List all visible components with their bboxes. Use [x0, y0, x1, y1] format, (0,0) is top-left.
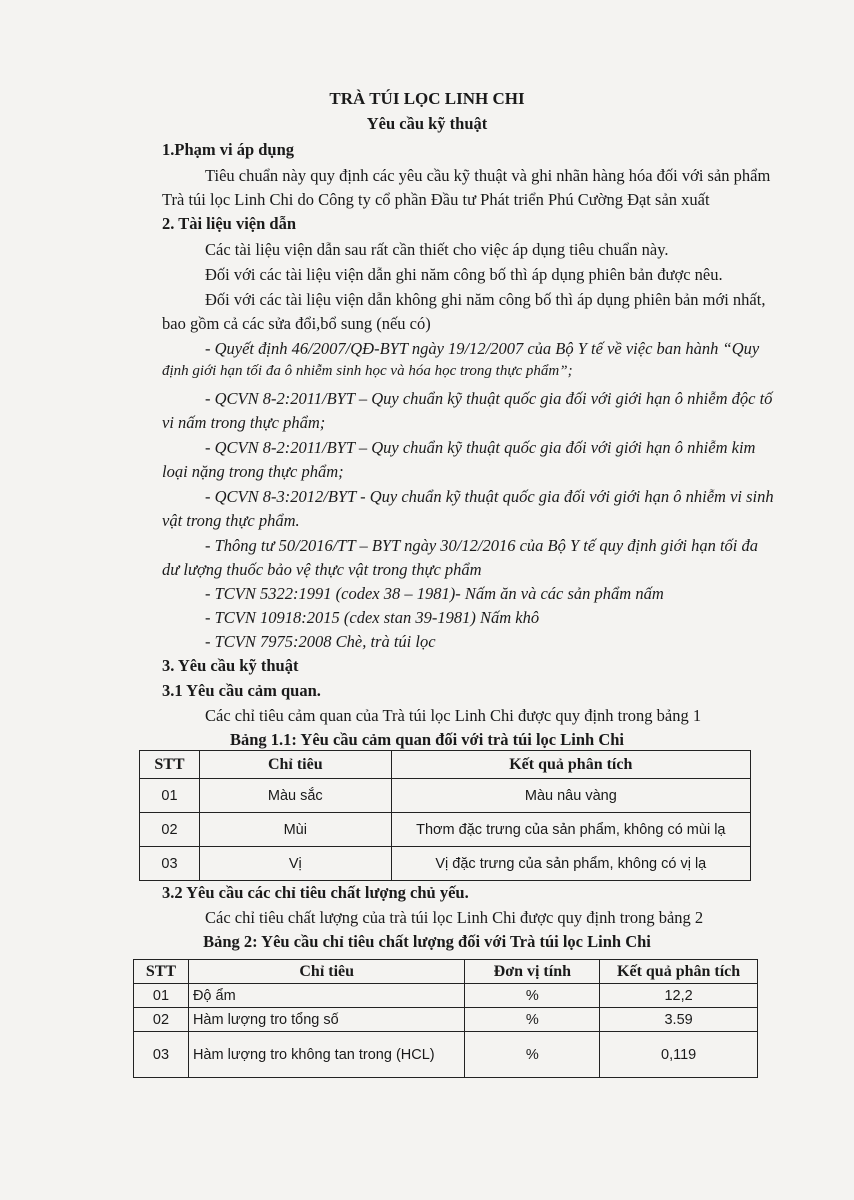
- table-2: [133, 959, 758, 1078]
- table-row: [140, 779, 751, 813]
- table-cell: Vị đặc trưng của sản phẩm, không có vị lạ: [391, 847, 750, 881]
- table-cell: Hàm lượng tro không tan trong (HCL): [188, 1032, 464, 1078]
- table-header-cell: STT: [134, 960, 189, 984]
- table-cell: 03: [134, 1032, 189, 1078]
- section-2-heading: 2. Tài liệu viện dẫn: [162, 214, 297, 233]
- document-subtitle: Yêu cầu kỹ thuật: [366, 114, 488, 133]
- table-cell: 03: [140, 847, 200, 881]
- section-3-2-heading: 3.2 Yêu cầu các chỉ tiêu chất lượng chủ yếu.: [162, 883, 469, 902]
- reference-item: - Thông tư 50/2016/TT – BYT ngày 30/12/2016 của Bộ Y tế quy định giới hạn tối đa: [205, 536, 759, 555]
- table-cell: 0,119: [600, 1032, 758, 1078]
- reference-item: loại nặng trong thực phẩm;: [162, 462, 344, 481]
- reference-item: - TCVN 5322:1991 (codex 38 – 1981)- Nấm ăn và các sản phẩm nấm: [205, 584, 664, 603]
- reference-item: - Quyết định 46/2007/QĐ-BYT ngày 19/12/2007 của Bộ Y tế về việc ban hành “Quy: [205, 339, 760, 358]
- reference-item: - TCVN 7975:2008 Chè, trà túi lọc: [205, 632, 436, 651]
- table-row: [134, 984, 758, 1008]
- table-cell: %: [465, 984, 600, 1008]
- table-header-cell: Kết quả phân tích: [391, 751, 750, 779]
- reference-item: - QCVN 8-2:2011/BYT – Quy chuẩn kỹ thuật quốc gia đối với giới hạn ô nhiễm kim: [205, 438, 756, 457]
- table-cell: Màu nâu vàng: [391, 779, 750, 813]
- table-cell: 01: [140, 779, 200, 813]
- table-cell: 02: [134, 1008, 189, 1032]
- reference-item: định giới hạn tối đa ô nhiễm sinh học và hóa học trong thực phẩm”;: [162, 363, 573, 379]
- table-cell: 02: [140, 813, 200, 847]
- section-3-heading: 3. Yêu cầu kỹ thuật: [162, 656, 299, 675]
- table-row: [134, 1008, 758, 1032]
- table-cell: %: [465, 1032, 600, 1078]
- document-title: TRÀ TÚI LỌC LINH CHI: [329, 89, 525, 108]
- section-2-text: Đối với các tài liệu viện dẫn không ghi năm công bố thì áp dụng phiên bản mới nhất,: [205, 290, 766, 309]
- section-3-1-heading: 3.1 Yêu cầu cảm quan.: [162, 681, 321, 700]
- reference-item: dư lượng thuốc bảo vệ thực vật trong thực phẩm: [162, 560, 482, 579]
- table-1: [139, 750, 751, 881]
- table-row: [134, 1032, 758, 1078]
- table-header-cell: STT: [140, 751, 200, 779]
- table-header-cell: Đơn vị tính: [465, 960, 600, 984]
- table-header-cell: Chỉ tiêu: [199, 751, 391, 779]
- table-cell: Vị: [199, 847, 391, 881]
- table-2-caption: Bảng 2: Yêu cầu chỉ tiêu chất lượng đối với Trà túi lọc Linh Chi: [203, 932, 651, 951]
- section-3-2-text: Các chỉ tiêu chất lượng của trà túi lọc Linh Chi được quy định trong bảng 2: [205, 908, 704, 927]
- table-header-cell: Chỉ tiêu: [188, 960, 464, 984]
- table-cell: 01: [134, 984, 189, 1008]
- reference-item: - QCVN 8-3:2012/BYT - Quy chuẩn kỹ thuật quốc gia đối với giới hạn ô nhiễm vi sinh: [205, 487, 774, 506]
- table-cell: Độ ẩm: [188, 984, 464, 1008]
- table-cell: %: [465, 1008, 600, 1032]
- section-3-1-text: Các chỉ tiêu cảm quan của Trà túi lọc Linh Chi được quy định trong bảng 1: [205, 706, 702, 725]
- section-2-text: Các tài liệu viện dẫn sau rất cần thiết cho việc áp dụng tiêu chuẩn này.: [205, 240, 669, 259]
- table-cell: Hàm lượng tro tổng số: [188, 1008, 464, 1032]
- table-cell: 3.59: [600, 1008, 758, 1032]
- section-1-text: Trà túi lọc Linh Chi do Công ty cổ phần Đầu tư Phát triển Phú Cường Đạt sản xuất: [162, 190, 710, 209]
- table-row: [140, 847, 751, 881]
- section-1-heading: 1.Phạm vi áp dụng: [162, 140, 295, 159]
- reference-item: - TCVN 10918:2015 (cdex stan 39-1981) Nấm khô: [205, 608, 540, 627]
- section-2-text: Đối với các tài liệu viện dẫn ghi năm công bố thì áp dụng phiên bản được nêu.: [205, 265, 723, 284]
- reference-item: vật trong thực phẩm.: [162, 511, 300, 530]
- reference-item: vi nấm trong thực phẩm;: [162, 413, 326, 432]
- table-1-caption: Bảng 1.1: Yêu cầu cảm quan đối với trà túi lọc Linh Chi: [229, 730, 625, 749]
- section-1-text: Tiêu chuẩn này quy định các yêu cầu kỹ thuật và ghi nhãn hàng hóa đối với sản phẩm: [205, 166, 771, 185]
- table-cell: 12,2: [600, 984, 758, 1008]
- table-cell: Mùi: [199, 813, 391, 847]
- table-cell: Màu sắc: [199, 779, 391, 813]
- table-cell: Thơm đặc trưng của sản phẩm, không có mùi lạ: [391, 813, 750, 847]
- table-header-cell: Kết quả phân tích: [600, 960, 758, 984]
- table-row: [140, 813, 751, 847]
- section-2-text: bao gồm cả các sửa đổi,bổ sung (nếu có): [162, 314, 431, 333]
- reference-item: - QCVN 8-2:2011/BYT – Quy chuẩn kỹ thuật quốc gia đối với giới hạn ô nhiễm độc tố: [205, 389, 773, 408]
